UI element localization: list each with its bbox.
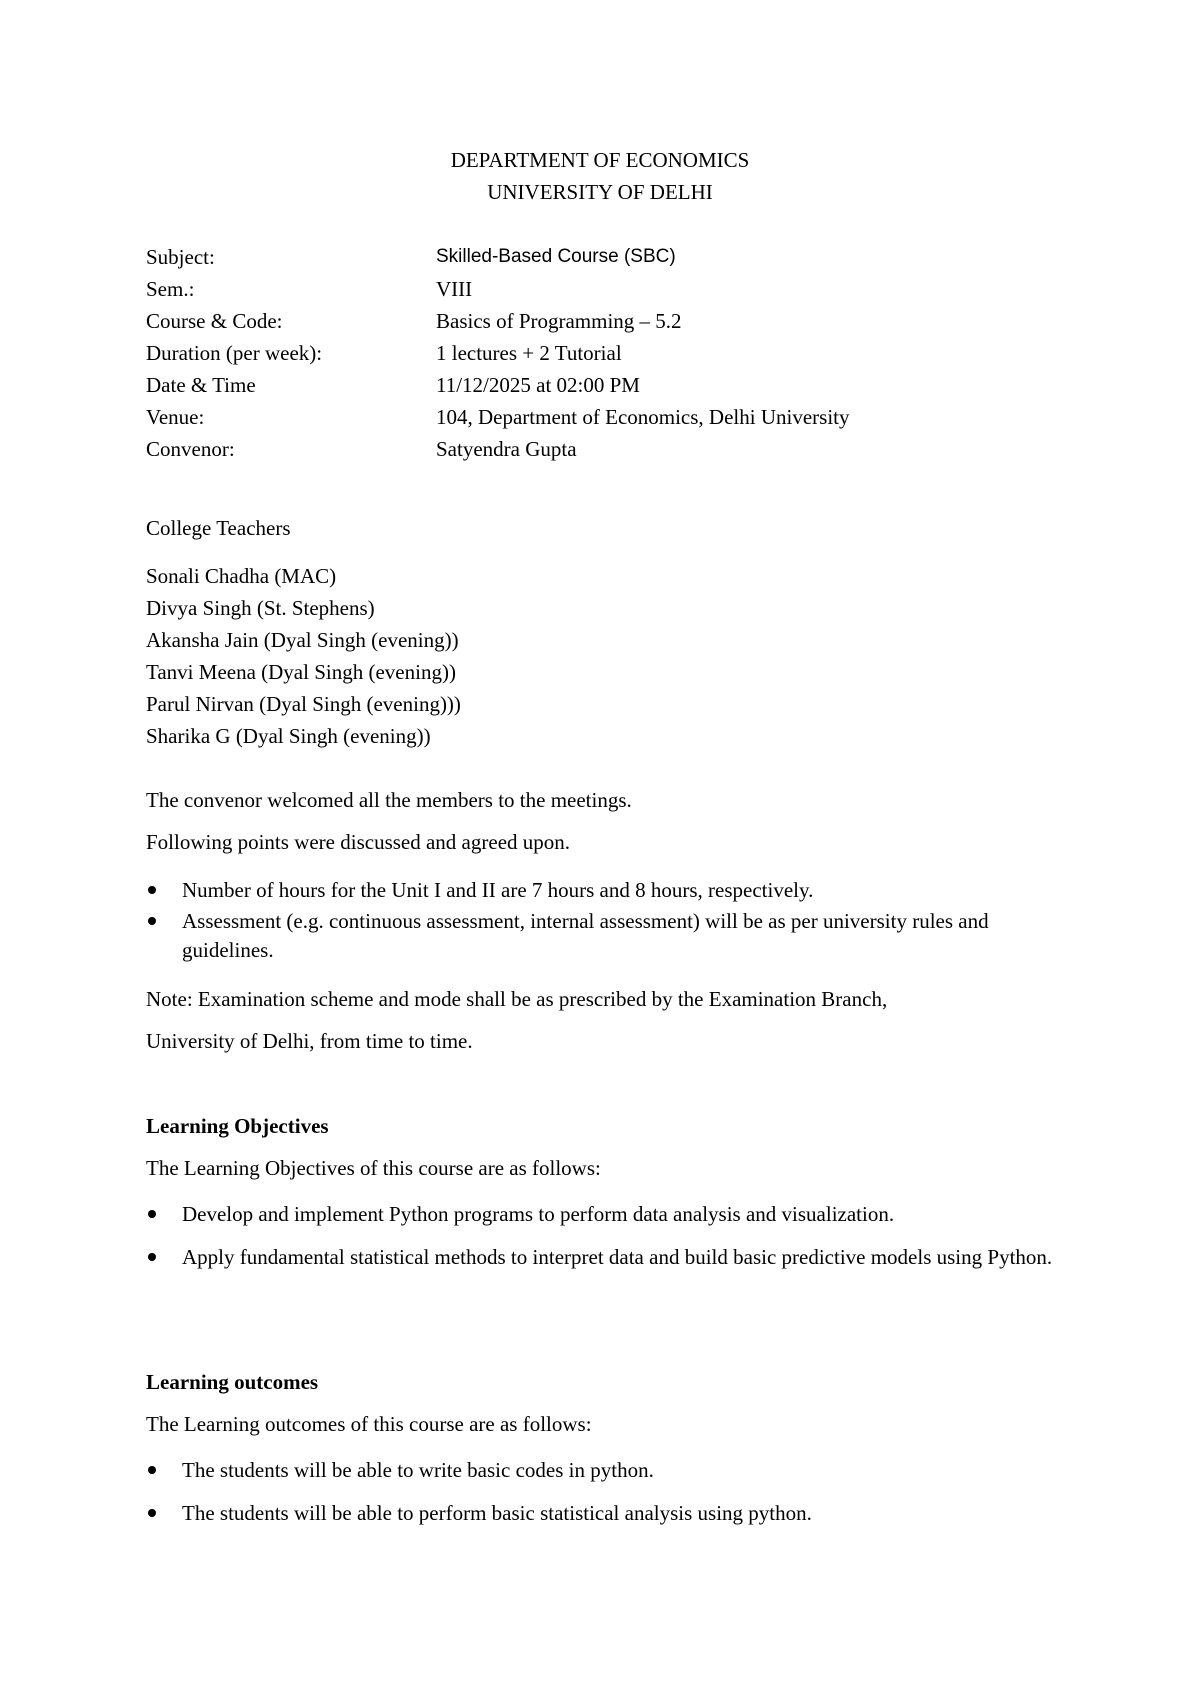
meta-value: 11/12/2025 at 02:00 PM (436, 373, 640, 397)
teacher-item: Divya Singh (St. Stephens) (146, 596, 375, 620)
meta-row-course-code (146, 308, 1146, 334)
outcomes-heading: Learning outcomes (146, 1370, 319, 1394)
note-line-2: University of Delhi, from time to time. (146, 1029, 473, 1053)
bullet-icon (148, 917, 156, 925)
teacher-item: Parul Nirvan (Dyal Singh (evening))) (146, 692, 461, 716)
meta-row-duration (146, 340, 1146, 366)
meta-row-sem (146, 276, 1146, 302)
meta-label: Convenor: (146, 437, 235, 461)
outcome-text: The students will be able to write basic codes in python. (182, 1458, 654, 1482)
university-title: UNIVERSITY OF DELHI (487, 180, 713, 204)
meeting-point-text: Number of hours for the Unit I and II are 7 hours and 8 hours, respectively. (182, 878, 814, 902)
objective-text: Develop and implement Python programs to perform data analysis and visualization. (182, 1202, 895, 1226)
objective-text: Apply fundamental statistical methods to interpret data and build basic predictive models using Python. (182, 1245, 1053, 1269)
meta-value: 1 lectures + 2 Tutorial (436, 341, 622, 365)
meta-value: 104, Department of Economics, Delhi University (436, 405, 850, 429)
meeting-intro: Following points were discussed and agreed upon. (146, 830, 571, 854)
meta-label: Course & Code: (146, 309, 283, 333)
department-title: DEPARTMENT OF ECONOMICS (450, 148, 750, 172)
meta-label: Venue: (146, 405, 205, 429)
objectives-intro: The Learning Objectives of this course are as follows: (146, 1156, 601, 1180)
meta-value: VIII (436, 277, 473, 301)
teacher-item: Tanvi Meena (Dyal Singh (evening)) (146, 660, 456, 684)
bullet-icon (148, 1253, 156, 1261)
meta-row-subject (146, 244, 1146, 270)
meta-value: Basics of Programming – 5.2 (436, 309, 682, 333)
outcome-text: The students will be able to perform basic statistical analysis using python. (182, 1501, 812, 1525)
bullet-icon (148, 1210, 156, 1218)
meta-value: Satyendra Gupta (436, 437, 577, 461)
teachers-heading: College Teachers (146, 516, 291, 540)
meeting-welcome: The convenor welcomed all the members to the meetings. (146, 788, 632, 812)
bullet-icon (148, 886, 156, 894)
objectives-heading: Learning Objectives (146, 1114, 329, 1138)
teacher-item: Sharika G (Dyal Singh (evening)) (146, 724, 431, 748)
meta-label: Subject: (146, 245, 215, 269)
meta-row-venue (146, 404, 1146, 430)
meta-row-convenor (146, 436, 1146, 462)
note-line-1: Note: Examination scheme and mode shall be as prescribed by the Examination Branch, (146, 987, 888, 1011)
outcomes-intro: The Learning outcomes of this course are as follows: (146, 1412, 592, 1436)
meta-label: Duration (per week): (146, 341, 323, 365)
teacher-item: Sonali Chadha (MAC) (146, 564, 337, 588)
meeting-point-text: Assessment (e.g. continuous assessment, internal assessment) will be as per university rules and guidelines. (182, 909, 989, 962)
meta-label: Sem.: (146, 277, 195, 301)
bullet-icon (148, 1466, 156, 1474)
bullet-icon (148, 1509, 156, 1517)
meta-value: Skilled-Based Course (SBC) (436, 246, 676, 267)
teacher-item: Akansha Jain (Dyal Singh (evening)) (146, 628, 459, 652)
meta-label: Date & Time (146, 373, 256, 397)
meta-row-date-time (146, 372, 1146, 398)
